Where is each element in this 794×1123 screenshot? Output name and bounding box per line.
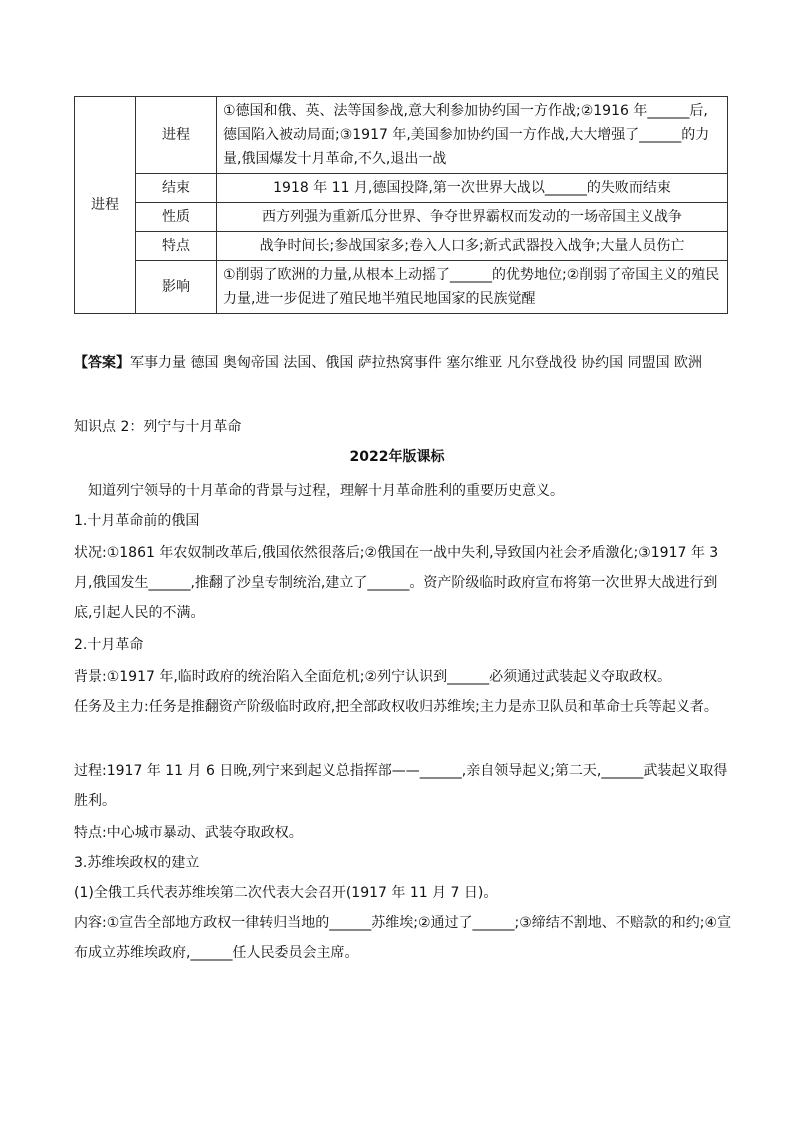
row-content-cell: ①削弱了欧洲的力量,从根本上动摇了______的优势地位;②削弱了帝国主义的殖民力量,进一步促进了殖民地半殖民地国家的民族觉醒 — [217, 261, 728, 314]
section-3-congress: (1)全俄工兵代表苏维埃第二次代表大会召开(1917 年 11 月 7 日)。 — [74, 885, 498, 901]
row-label-cell: 特点 — [136, 232, 217, 261]
section-2-task: 任务及主力:任务是推翻资产阶级临时政府,把全部政权收归苏维埃;主力是赤卫队员和革命士兵等起义者。 — [74, 699, 718, 715]
section-2-background: 背景:①1917 年,临时政府的统治陷入全面危机;②列宁认识到______必须通过武装起义夺取政权。 — [74, 669, 672, 685]
section-3-content: 内容:①宣告全部地方政权一律转归当地的______苏维埃;②通过了______;③缔结不割地、不赔款的和约;④宣布成立苏维埃政府,______任人民委员会主席。 — [74, 915, 732, 961]
knowledge-point-heading: 知识点 2：列宁与十月革命 — [74, 419, 242, 435]
row-content-cell: 1918 年 11 月,德国投降,第一次世界大战以______的失败而结束 — [217, 174, 728, 203]
row-label-cell: 影响 — [136, 261, 217, 314]
section-3-title: 3.苏维埃政权的建立 — [74, 855, 200, 871]
table-row — [75, 97, 728, 174]
row-content-cell: 战争时间长;参战国家多;卷入人口多;新式武器投入战争;大量人员伤亡 — [217, 232, 728, 261]
section-2-feature: 特点:中心城市暴动、武装夺取政权。 — [74, 825, 303, 841]
table-row — [75, 174, 728, 203]
row-label-cell: 进程 — [136, 97, 217, 174]
table-row — [75, 232, 728, 261]
answer-label: 【答案】 — [74, 355, 130, 371]
section-2-process: 过程:1917 年 11 月 6 日晚,列宁来到起义总指挥部——______,亲自领导起义;第二天,______武装起义取得胜利。 — [74, 763, 728, 809]
row-label-cell: 性质 — [136, 203, 217, 232]
section-1-status: 状况:①1861 年农奴制改革后,俄国依然很落后;②俄国在一战中失利,导致国内社会矛盾激化;③1917 年 3 月,俄国发生______,推翻了沙皇专制统治,建立了______。资产阶级临时政府宣布将第一次世界大战进行到底,引起人民的不满。 — [74, 545, 719, 621]
section-2-title: 2.十月革命 — [74, 637, 144, 653]
standard-text: 知道列宁领导的十月革命的背景与过程，理解十月革命胜利的重要历史意义。 — [88, 483, 564, 499]
row-content-cell: ①德国和俄、英、法等国参战,意大利参加协约国一方作战;②1916 年______后,德国陷入被动局面;③1917 年,美国参加协约国一方作战,大大增强了______的力量,俄国爆发十月革命,不久,退出一战 — [217, 97, 728, 174]
standard-title: 2022年版课标 — [349, 449, 445, 465]
answer-text: 军事力量 德国 奥匈帝国 法国、俄国 萨拉热窝事件 塞尔维亚 凡尔登战役 协约国 同盟国 欧洲 — [130, 355, 703, 371]
table-row — [75, 261, 728, 314]
row-content-cell: 西方列强为重新瓜分世界、争夺世界霸权而发动的一场帝国主义战争 — [217, 203, 728, 232]
answer-paragraph — [74, 348, 734, 378]
section-1-title: 1.十月革命前的俄国 — [74, 513, 200, 529]
group-label-cell: 进程 — [75, 97, 136, 314]
table-row — [75, 203, 728, 232]
ww1-process-table — [74, 96, 728, 314]
row-label-cell: 结束 — [136, 174, 217, 203]
